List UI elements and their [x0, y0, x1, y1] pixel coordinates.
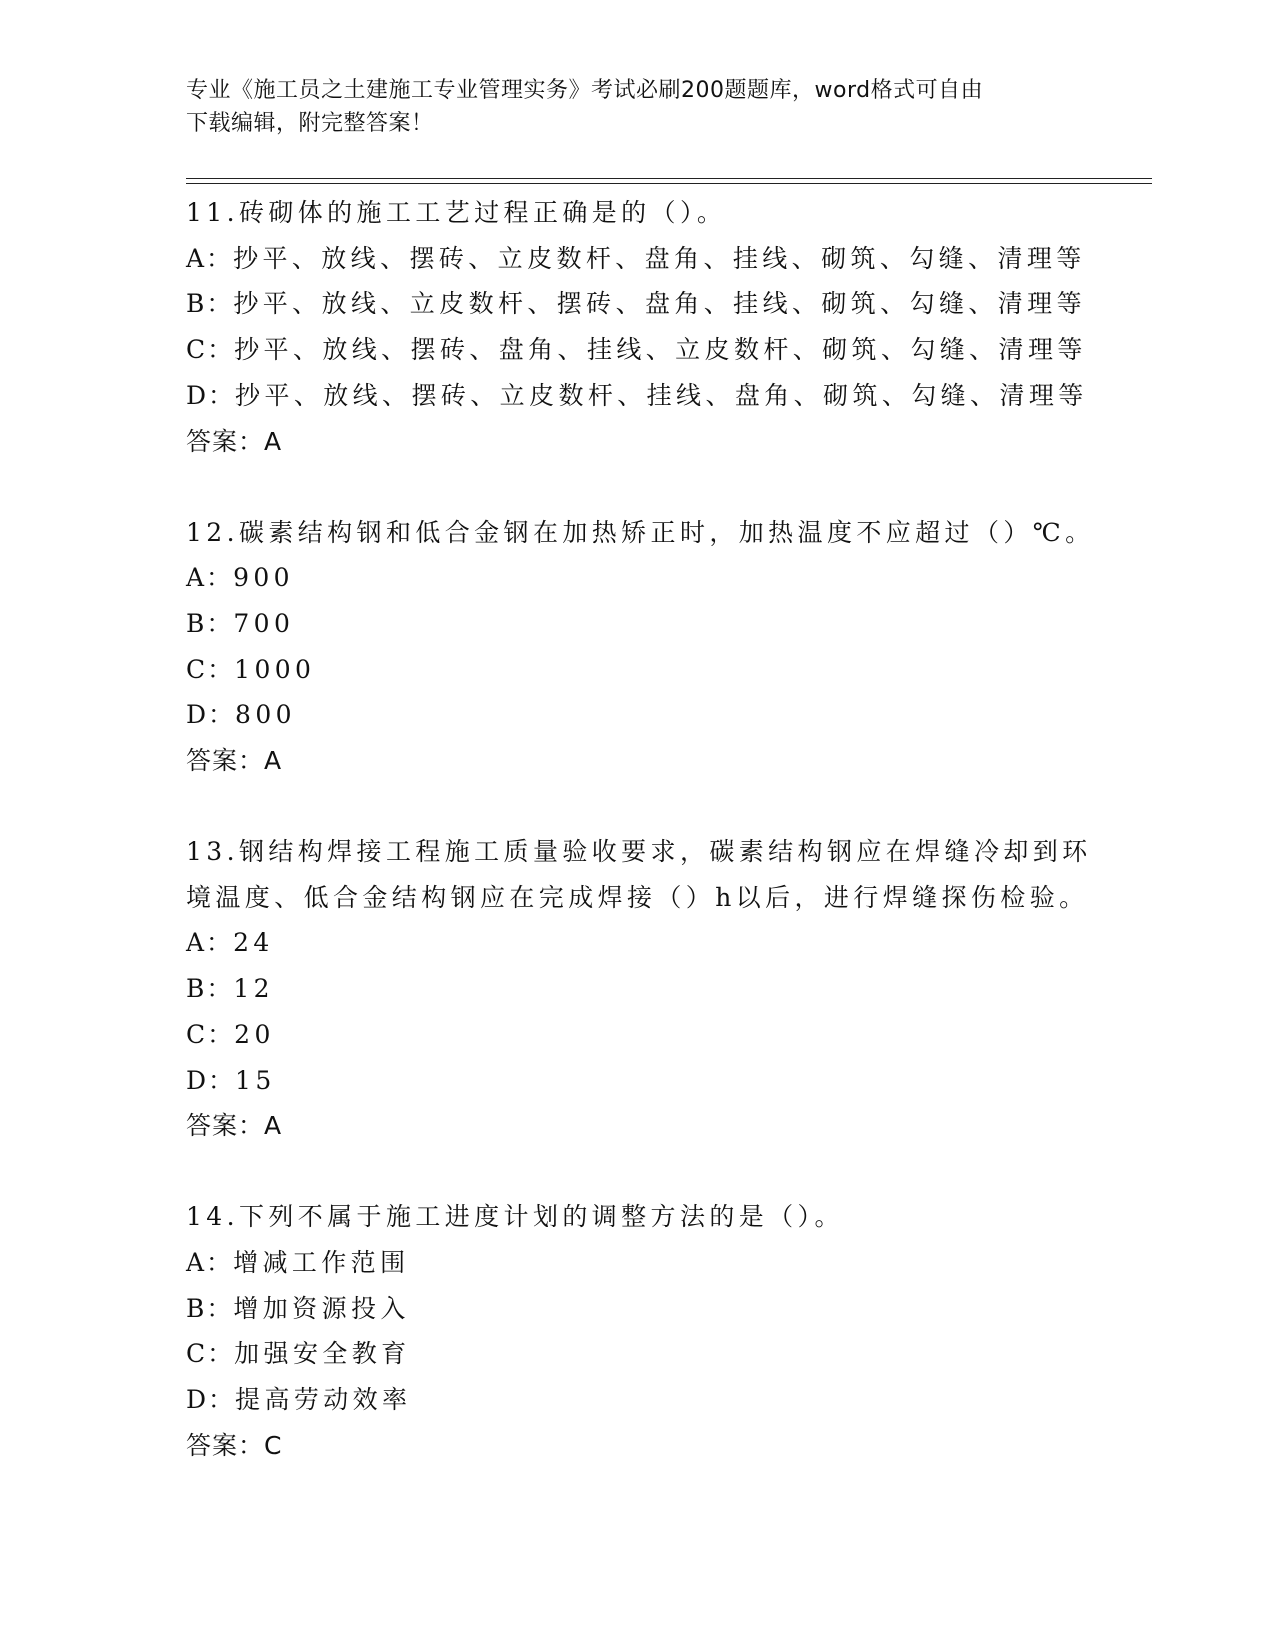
- option-c: [186, 1331, 1076, 1377]
- option-letter: A：: [186, 1247, 234, 1277]
- option-text: 900: [233, 563, 294, 593]
- option-text: 抄平、放线、立皮数杆、摆砖、盘角、挂线、砌筑、勾缝、清理等: [233, 289, 1086, 319]
- option-c: [186, 1012, 1076, 1058]
- option-letter: B：: [186, 608, 234, 638]
- option-text: 1000: [234, 654, 316, 684]
- header-line-2: 下载编辑，附完整答案！: [186, 111, 434, 136]
- question-list: [186, 190, 1095, 1514]
- option-letter: B：: [186, 1293, 234, 1323]
- option-letter: B：: [186, 289, 234, 319]
- option-text: 增加资源投入: [233, 1293, 410, 1323]
- question-stem-line-1: 13.钢结构焊接工程施工质量验收要求，碳素结构钢应在焊缝冷却到环: [186, 837, 1092, 867]
- question-12: [186, 510, 1095, 785]
- option-letter: A：: [186, 928, 234, 958]
- option-a: [186, 555, 1076, 601]
- option-c: [186, 647, 1076, 693]
- header-line-1: 专业《施工员之土建施工专业管理实务》考试必刷200题题库，word格式可自由: [186, 78, 984, 103]
- option-b: [186, 281, 1086, 327]
- option-letter: C：: [186, 654, 235, 684]
- option-letter: A：: [186, 563, 234, 593]
- option-text: 15: [235, 1065, 276, 1095]
- option-b: [186, 1286, 1076, 1332]
- option-a: [186, 236, 1086, 282]
- answer: 答案：A: [186, 1111, 283, 1141]
- option-letter: C：: [186, 1339, 235, 1369]
- option-letter: D：: [186, 700, 236, 730]
- option-d: [186, 373, 1088, 419]
- option-letter: C：: [186, 335, 235, 365]
- option-letter: C：: [186, 1019, 235, 1049]
- option-letter: D：: [186, 1065, 236, 1095]
- question-11: [186, 190, 1088, 465]
- option-b: [186, 601, 1076, 647]
- option-b: [186, 966, 1076, 1012]
- option-text: 700: [233, 608, 295, 638]
- option-text: 抄平、放线、摆砖、立皮数杆、挂线、盘角、砌筑、勾缝、清理等: [235, 380, 1088, 410]
- question-stem: 14.下列不属于施工进度计划的调整方法的是（）。: [186, 1202, 844, 1232]
- option-text: 抄平、放线、摆砖、盘角、挂线、立皮数杆、砌筑、勾缝、清理等: [234, 335, 1087, 365]
- option-text: 12: [233, 974, 274, 1004]
- option-a: [186, 1240, 1076, 1286]
- question-13: [186, 829, 1092, 1149]
- option-text: 800: [235, 700, 296, 730]
- option-letter: B：: [186, 974, 234, 1004]
- option-text: 增减工作范围: [233, 1247, 410, 1277]
- option-c: [186, 327, 1087, 373]
- option-letter: D：: [186, 380, 236, 410]
- question-stem-line-2: 境温度、低合金结构钢应在完成焊接（）h以后，进行焊缝探伤检验。: [186, 882, 1089, 912]
- document-header: [186, 74, 1066, 140]
- option-d: [186, 1058, 1076, 1104]
- question-stem: 12.碳素结构钢和低合金钢在加热矫正时，加热温度不应超过（）℃。: [186, 517, 1095, 547]
- header-divider-top: [186, 178, 1152, 179]
- answer: 答案：C: [186, 1430, 283, 1460]
- option-letter: D：: [186, 1385, 236, 1415]
- option-d: [186, 1377, 1076, 1423]
- option-text: 抄平、放线、摆砖、立皮数杆、盘角、挂线、砌筑、勾缝、清理等: [233, 243, 1086, 273]
- question-stem: 11.砖砌体的施工工艺过程正确是的（）。: [186, 198, 727, 227]
- option-text: 20: [234, 1019, 275, 1049]
- option-d: [186, 692, 1076, 738]
- question-14: [186, 1194, 1076, 1469]
- header-divider-bottom: [186, 183, 1152, 184]
- answer: 答案：A: [186, 746, 283, 776]
- answer: 答案：A: [186, 426, 283, 456]
- option-letter: A：: [186, 243, 234, 273]
- option-text: 加强安全教育: [234, 1339, 411, 1369]
- option-a: [186, 920, 1076, 966]
- option-text: 24: [233, 928, 274, 958]
- option-text: 提高劳动效率: [235, 1385, 412, 1415]
